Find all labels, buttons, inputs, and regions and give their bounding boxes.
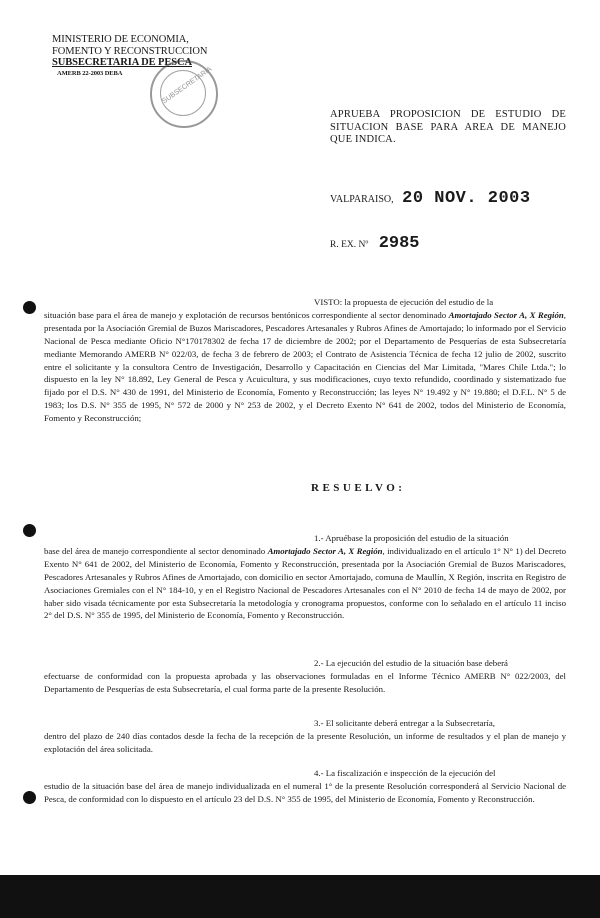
article-3-text: dentro del plazo de 240 días contados desde la fecha de la recepción de la presente Resolución, un informe de resultados y el plan de manejo y explotación del área solicitada. xyxy=(44,730,566,754)
punch-hole xyxy=(23,524,36,537)
visto-paragraph xyxy=(44,296,566,425)
article-3-first-line: 3.- El solicitante deberá entregar a la Subsecretaría, xyxy=(314,718,495,728)
article-2-paragraph xyxy=(44,657,566,696)
article-2-text: efectuarse de conformidad con la propuesta aprobada y las observaciones formuladas en el Informe Técnico AMERB N° 022/2003, del Departamento de Pesquerías de esta Subsecretaría, el cual forma parte de la presente Resolución. xyxy=(44,670,566,694)
article-1-text-1: base del área de manejo correspondiente al sector denominado xyxy=(44,545,268,556)
ministry-line-2: FOMENTO Y RECONSTRUCCION xyxy=(52,45,208,57)
official-seal-stamp: SUBSECRETARIA xyxy=(150,60,218,128)
article-1-sector-name: Amortajado Sector A, X Región xyxy=(267,545,383,556)
resolution-number: 2985 xyxy=(378,234,420,253)
article-1-paragraph xyxy=(44,532,566,622)
resolution-number-line xyxy=(330,234,420,253)
punch-hole xyxy=(23,791,36,804)
subsecretaria-line: SUBSECRETARIA DE PESCA xyxy=(52,57,192,68)
article-4-paragraph xyxy=(44,767,566,806)
scan-bottom-border xyxy=(0,875,600,918)
visto-sector-name: Amortajado Sector A, X Región xyxy=(448,309,564,320)
article-3-paragraph xyxy=(44,717,566,756)
visto-first-line: VISTO: la propuesta de ejecución del estudio de la xyxy=(314,297,494,307)
article-1-text-2: , individualizado en el artículo 1° N° 1) del Decreto Exento N° 641 de 2002, del Ministerio de Economía, Fomento y Reconstrucción, presentada por la Asociación Gremial de Buzos Mariscadores, Pescadores Artesanales y Rubros Afines de Amortajado, con domicilio en sector Amortajado, comuna de Maullín, X Región, inscrita en Registro de Asociaciones Gremiales con el N° 184-10, y en el Registro Nacional de Pescadores Artesanales con el N° 2010 de fecha 14 de mayo de 2002, por haber sido visada técnicamente por esta Subsecretaría la metodología y cronograma propuestos, conforme con lo señalado en el artículo 11 inciso 2° del D.S. N° 355 de 1995, del Ministerio de Economía, Fomento y Reconstrucción. xyxy=(44,545,567,621)
visto-text-1: situación base para el área de manejo y explotación de recursos bentónicos correspondiente al sector denominado xyxy=(44,309,449,320)
date-stamp: 20 NOV. 2003 xyxy=(402,189,531,208)
place-date-line xyxy=(330,189,531,208)
article-4-text: estudio de la situación base del área de manejo individualizada en el numeral 1° de la presente Resolución corresponderá al Servicio Nacional de Pesca, de conformidad con lo dispuesto en el artículo 23 del D.S. N° 355 de 1995, del Ministerio de Economía, Fomento y Reconstrucción. xyxy=(44,780,566,804)
article-1-first-line: 1.- Apruébase la proposición del estudio de la situación xyxy=(314,533,509,543)
ministry-line-1: MINISTERIO DE ECONOMIA, xyxy=(52,34,189,45)
place-name: VALPARAISO, xyxy=(330,194,394,205)
document-code: AMERB 22-2003 DEBA xyxy=(57,69,123,77)
article-2-first-line: 2.- La ejecución del estudio de la situación base deberá xyxy=(314,658,508,668)
resolution-label: R. EX. Nº xyxy=(330,240,369,250)
article-4-first-line: 4.- La fiscalización e inspección de la ejecución del xyxy=(314,768,496,778)
document-heading: APRUEBA PROPOSICION DE ESTUDIO DE SITUACION BASE PARA AREA DE MANEJO QUE INDICA. xyxy=(330,109,566,145)
punch-hole xyxy=(23,301,36,314)
visto-text-2: , presentada por la Asociación Gremial de Buzos Mariscadores, Pescadores Artesanales y Rubros Afines de Amortajado; lo informado por el Servicio Nacional de Pesca mediante Oficio N°170178302 de fecha 17 de diciembre de 2002; por el Departamento de Pesquerías de esta Subsecretaría mediante Memorando AMERB N° 022/03, de fecha 3 de febrero de 2003; el Contrato de Asistencia Técnica de fecha 12 julio de 2002, suscrito entre el solicitante y la consultora Centro de Investigación, Desarrollo y Capacitación en Ciencias del Mar Limitada, "Mares Chile Ltda."; lo dispuesto en la ley N° 18.892, Ley General de Pesca y Acuicultura, y sus modificaciones, cuyo texto refundido, coordinado y sistematizado fue fijado por el D.S. N° 430 de 1991, del Ministerio de Economía, Fomento y Reconstrucción; las leyes N° 19.492 y N° 19.880; el D.F.L. N° 5 de 1983; los D.S. N° 355 de 1995, N° 572 de 2000 y N° 253 de 2002, y el Decreto Exento N° 641 de 2002, todos del Ministerio de Economía, Fomento y Reconstrucción; xyxy=(44,309,566,424)
resuelvo-heading: RESUELVO: xyxy=(311,482,406,494)
